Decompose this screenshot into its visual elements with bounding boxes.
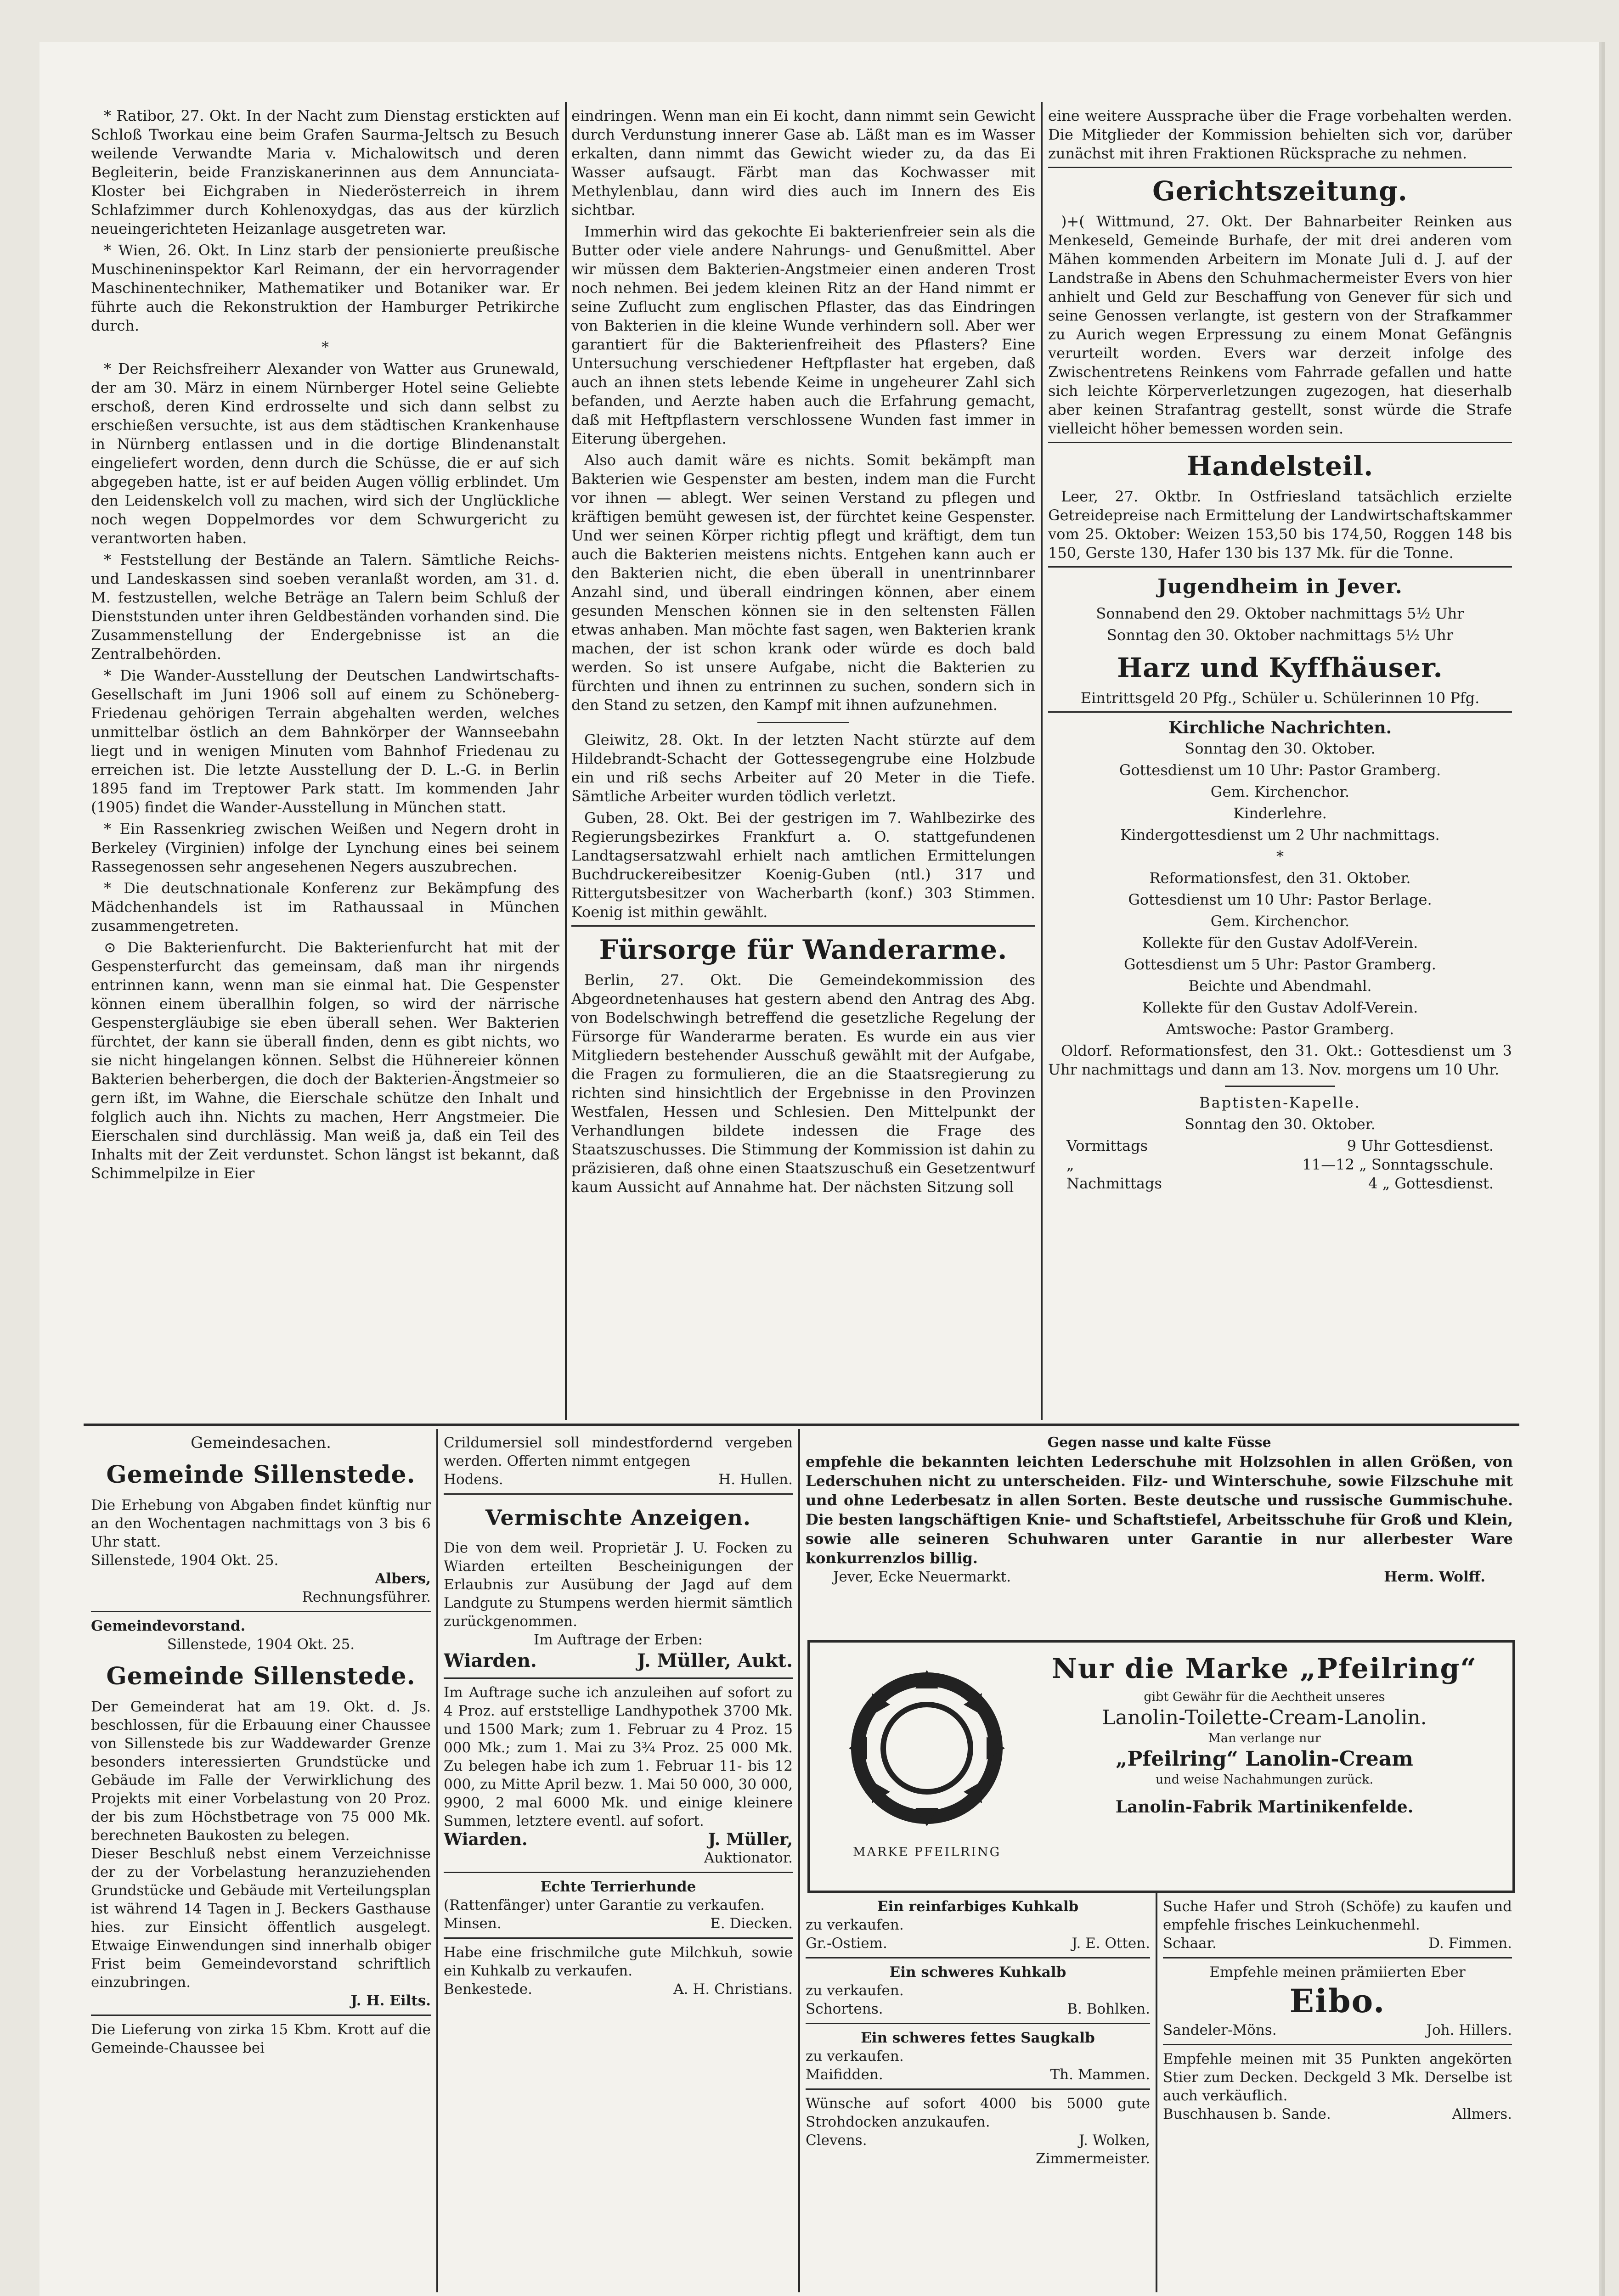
kirche-line: Gem. Kirchenchor. [1210,912,1350,930]
ad-text: Empfehle meinen mit 35 Punkten angekörten Stier zum Decken. Deckgeld 3 Mk. Derselbe ist auch verkäuflich. [1163,2051,1512,2104]
ad-title: Gemeindesachen. [191,1434,331,1452]
kirche-line: Gottesdienst um 5 Uhr: Pastor Gramberg. [1124,956,1436,973]
ad-signature-row [444,1914,793,1933]
ad-eibo-title: Eibo. [1289,1982,1386,2020]
ad-heading: Vermischte Anzeigen. [485,1505,751,1530]
ad-heading: Gemeinde Sillenstede. [106,1662,416,1690]
article-bakterien-cont-3: Also auch damit wäre es nichts. Somit bekämpft man Bakterien wie Gespenster am besten, indem man die Furcht vor ihnen — ablegt. Wer seinen Verstand zu pflegen und kräftigen bemüht gewesen ist, der fürchtet keine Gespenster. Und wer seinen Körper richtig pflegt und kräftigt, dem tun auch die Bakterien meistens nichts. Entgehen kann auch er den Bakterien nicht, die eben überall in unentrinnbarer Anzahl sind, und überall eindringen können, aber einem gesunden Menschen können sie in den seltensten Fällen etwas anhaben. Man möchte fast sagen, wen Bakterien krank machen, der ist schon krank oder würde es doch bald werden. So ist unsere Aufgabe, nicht die Bakterien zu fürchten und ihnen zu entrinnen zu suchen, sondern sich in den Stand zu setzen, den Kampf mit ihnen aufzunehmen. [571,451,1035,714]
ad-signature-row [806,1568,1513,1586]
ad-text: Die von dem weil. Proprietär J. U. Focken zu Wiarden erteilten Bescheinigungen der Erlaubnis zur Ausübung der Jagd auf dem Landgute zu Stumpens werden hiermit sämtlich zurückgenommen. [444,1540,793,1630]
article-leer: Leer, 27. Oktbr. In Ostfriesland tatsächlich erzielte Getreidepreise nach Ermittelung der Landwirtschaftskammer vom 25. Oktober: Weizen 153,50 bis 174,50, Roggen 148 bis 150, Gerste 130, Hafer 130 bis 137 Mk. für die Tonne. [1048,488,1512,562]
ad-signature-row [806,2131,1150,2150]
kirche-line: Amtswoche: Pastor Gramberg. [1166,1020,1394,1038]
time-label: „ [1066,1156,1074,1173]
name: E. Diecken. [710,1915,793,1932]
article-rassenkrieg: * Ein Rassenkrieg zwischen Weißen und Negern droht in Berkeley (Virginien) infolge der Lynchung eines bei seinem Rassegenossen sehr angesehenen Negers auszubrechen. [91,820,559,875]
ad-signature-role: Rechnungsführer. [302,1589,431,1605]
ad-signature-row [806,1934,1150,1953]
jugendheim-title: Harz und Kyffhäuser. [1117,652,1443,683]
kirche-line: Kinderlehre. [1233,805,1327,822]
article-guben: Guben, 28. Okt. Bei der gestrigen im 7. Wahlbezirke des Regierungsbezirkes Frankfurt a. O. stattgefundenen Landtagsersatzwahl erhielt nach amtlichen Ermittelungen Buchdruckereibesitzer Koenig-Guben (ntl.) 317 und Rittergutsbesitzer von Wacherbarth (konf.) 303 Stimmen. Koenig ist mithin gewählt. [571,809,1035,921]
ad-signature-row [444,1470,793,1489]
ad-signature-row [806,2000,1150,2018]
article-wien: * Wien, 26. Okt. In Linz starb der pensionierte preußische Muschineninspektor Karl Reimann, der ein hervorragender Maschinentechniker, Mathematiker und Botaniker war. Er führte auch die Rekonstruktion der Hamburger Petrikirche durch. [91,242,559,334]
place: Hodens. [444,1471,503,1488]
ad-text: zu verkaufen. [806,1982,904,1999]
ad-title: Gegen nasse und kalte Füsse [1047,1435,1271,1451]
article-konferenz: * Die deutschnationale Konferenz zur Bekämpfung des Mädchenhandels ist im Rathaussaal in München zusammengetreten. [91,879,559,934]
kirche-line: Sonntag den 30. Oktober. [1185,740,1376,757]
jugendheim-entry: Eintrittsgeld 20 Pfg., Schüler u. Schülerinnen 10 Pfg. [1080,689,1480,707]
ads-column-b [444,1434,793,2296]
time-label: Vormittags [1066,1137,1148,1154]
divider [806,1957,1150,1958]
ads-column-d [1163,1897,1512,2292]
section-heading-gericht: Gerichtszeitung. [1152,175,1408,207]
place: Benkestede. [444,1981,532,1998]
jugendheim-line-2: Sonntag den 30. Oktober nachmittags 5½ Uhr [1107,626,1453,644]
ad-signature-row [444,1980,793,1998]
place: Gr.-Ostiem. [806,1935,887,1952]
place: Minsen. [444,1915,502,1932]
kirche-line: Gottesdienst um 10 Uhr: Pastor Berlage. [1128,891,1432,908]
column-1 [91,107,559,1420]
ad-signature-row [1163,2021,1512,2039]
jugendheim-heading: Jugendheim in Jever. [1157,575,1403,598]
ad-text: Die Erhebung von Abgaben findet künftig nur an den Wochentagen nachmittags von 3 bis 6 Uhr statt. [91,1497,431,1550]
article-wittmund: )+( Wittmund, 27. Okt. Der Bahnarbeiter Reinken aus Menkeseld, Gemeinde Burhafe, der mit drei anderen vom Mähen kommenden Arbeitern im Monate Juli d. J. auf der Landstraße in Abens den Schuhmachermeister Evers von hier anhielt und Geld zur Beschaffung von Genever für sich und seine Genossen verlangte, ist gestern von der Strafkammer zu Aurich wegen Erpressung zu einem Monat Gefängnis verurteilt worden. Evers war derzeit infolge des Zwischentretens Reinkens vom Fahrrade gefallen und hatte sich leichte Körperverletzungen zugezogen, hat dieserhalb aber keinen Strafantrag gestellt, sonst würde die Strafe vielleicht höher bemessen worden sein. [1048,213,1512,437]
name: Th. Mammen. [1050,2066,1150,2083]
name: D. Fimmen. [1428,1935,1512,1952]
kirche-line: Kindergottesdienst um 2 Uhr nachmittags. [1120,826,1440,844]
article-wander-ausstellung: * Die Wander-Ausstellung der Deutschen Landwirtschafts-Gesellschaft im Juni 1906 soll auf einem zu Schöneberg-Friedenau gehörigen Terrain abgehalten werden, welches unmittelbar östlich an dem Bahnkörper der Wannseebahn liegt und in wenigen Minuten vom Bahnhof Friedenau zu erreichen ist. Die letzte Ausstellung der D. L.-G. in Berlin 1895 fand im Treptower Park statt. Im kommenden Jahr (1905) findet die Wander-Ausstellung in München statt. [91,667,559,816]
column-divider-2 [1041,102,1043,1420]
baptisten-row [1048,1174,1512,1193]
article-bakterien-cont: eindringen. Wenn man ein Ei kocht, dann nimmt sein Gewicht durch Verdunstung innerer Gase ab. Läßt man es im Wasser erkalten, dann nimmt das Gewicht wieder zu, da das Ei Wasser aufsaugt. Färbt man das Kochwasser mit Methylenblau, dann wird dies auch im Innern des Eis sichtbar. [571,107,1035,219]
ad-date: Sillenstede, 1904 Okt. 25. [167,1636,355,1653]
ad-title: Ein schweres fettes Saugkalb [861,2030,1095,2046]
divider [444,1677,793,1679]
ads-divider [84,1424,1519,1426]
place: Schaar. [1163,1935,1217,1952]
name: J. Müller, [708,1830,793,1849]
pfeilring-name: „Pfeilring“ Lanolin-Cream [1116,1747,1413,1771]
ad-text: Crildumersiel soll mindestfordernd vergeben werden. Offerten nimmt entgegen [444,1435,793,1469]
divider [1225,1086,1335,1087]
place: Maifidden. [806,2066,883,2083]
ad-signature-row [1163,1934,1512,1953]
pfeilring-line: und weise Nachahmungen zurück. [1155,1773,1374,1787]
ad-signature: J. H. Eilts. [350,1992,431,2009]
divider [444,1872,793,1873]
divider [1163,1957,1512,1958]
ad-date: Sillenstede, 1904 Okt. 25. [91,1552,279,1569]
ad-wolff [806,1434,1513,1636]
ad-signature-role: Auktionator. [704,1850,793,1866]
pfeilring-company: Lanolin-Fabrik Martinikenfelde. [1115,1797,1414,1817]
name: J. E. Otten. [1072,1935,1150,1952]
pfeilring-line: gibt Gewähr für die Aechtheit unseres [1144,1690,1385,1704]
kirche-line: Reformationsfest, den 31. Oktober. [1149,869,1411,887]
ad-text: Im Auftrage suche ich anzuleihen auf sofort zu 4 Proz. auf erststellige Landhypothek 3700 Mk. und 1500 Mark; zum 1. Februar zu 4 Proz. 15 000 Mk.; zum 1. Mai zu 3¾ Proz. 25 000 Mk. Zu belegen habe ich zum 1. Februar 11- bis 12 000, zu Mitte April bezw. 1. Mai 50 000, 30 000, 9900, 2 mal 6000 Mk. und einige kleinere Summen, letztere eventl. auf sofort. [444,1684,793,1829]
baptisten-heading: Baptisten-Kapelle. [1199,1094,1361,1111]
divider [444,1493,793,1495]
ad-heading: Gemeinde Sillenstede. [106,1461,416,1489]
name: J. Wolken, [1078,2132,1150,2149]
column-divider-1 [565,102,567,1420]
place: Sandeler-Möns. [1163,2022,1277,2038]
ads-column-c [806,1897,1150,2292]
divider [571,925,1035,927]
ad-text: Dieser Beschluß nebst einem Verzeichnisse der zu der Vorbelastung heranzuziehenden Grundstücke und Gebäude mit Verteilungsplan ist während 14 Tagen in J. Beckers Gasthause hies. zur Einsicht öffentlich ausgelegt. Etwaige Einwendungen sind innerhalb obiger Frist beim Gemeindevorstand schriftlich einzubringen. [91,1846,431,1991]
divider [1048,711,1512,713]
ad-title: Echte Terrierhunde [540,1879,696,1895]
divider [1048,167,1512,168]
baptisten-row [1048,1155,1512,1174]
column-2 [571,107,1035,1420]
place: Clevens. [806,2132,867,2149]
divider [806,2088,1150,2090]
article-gleiwitz: Gleiwitz, 28. Okt. In der letzten Nacht stürzte auf dem Hildebrandt-Schacht der Gottessegengrube eine Holzbude ein und riß sechs Arbeiter auf 20 Meter in die Tiefe. Sämtliche Arbeiter wurden tödlich verletzt. [571,731,1035,805]
ad-signature-role: Zimmermeister. [1035,2150,1150,2167]
article-bakterien-cont-2: Immerhin wird das gekochte Ei bakterienfreier sein als die Butter oder viele andere Nahrungs- und Genußmittel. Aber wir müssen dem Bakterien-Angstmeier einen anderen Trost noch nehmen. Bei jedem kleinen Ritz an der Hand nimmt er seine Zuflucht zum englischen Pflaster, das das Eindringen von Bakterien in die kleine Wunde verhindern soll. Aber wer garantiert für die Bakterienfreiheit des Pflasters? Eine Untersuchung verschiedener Heftpflaster hat ergeben, daß auch an ihnen stets lebende Keime in ungeheurer Zahl sich befanden, und Aerzte haben auch die Erfahrung gemacht, daß mit Heftpflastern verschlossene Wunden fast immer in Eiterung übergehen. [571,223,1035,447]
name: H. Hullen. [718,1471,793,1488]
ads-divider-a [436,1429,438,2292]
pfeilring-logo [828,1661,1026,1872]
ad-signature-row [806,2065,1150,2084]
place: Schortens. [806,2001,883,2017]
ad-signature-row [444,1830,793,1849]
ad-title: Ein schweres Kuhkalb [889,1964,1066,1981]
divider [444,1937,793,1939]
pfeilring-ring-icon [828,1661,1026,1858]
ad-pfeilring [807,1640,1515,1893]
service-label: 9 Uhr Gottesdienst. [1347,1137,1494,1154]
ads-divider-c [1156,1893,1157,2292]
kirche-line: Kollekte für den Gustav Adolf-Verein. [1142,999,1418,1016]
article-berlin: Berlin, 27. Okt. Die Gemeindekommission des Abgeordnetenhauses hat gestern abend den Antrag des Abg. von Bodelschwingh betreffend die gesetzliche Regelung der Fürsorge für Wanderarme beraten. Es wurde ein aus vier Mitgliedern bestehender Ausschuß gewählt mit der Aufgabe, die Fragen zu formulieren, die an die Staatsregierung zu richten sind hinsichtlich der Ergebnisse in den Provinzen Westfalen, Hessen und Schlesien. Den Mittelpunkt der Verhandlungen bildete indessen die Frage des Staatszuschusses. Die Stimmung der Kommission ist dahin zu präzisieren, daß ohne einen Staatszuschuß ein Gesetzentwurf kaum Aussicht auf Annahme hat. Der nächsten Sitzung soll [571,971,1035,1196]
ad-text: Habe eine frischmilche gute Milchkuh, sowie ein Kuhkalb zu verkaufen. [444,1944,793,1979]
kirche-oldorf: Oldorf. Reformationsfest, den 31. Okt.: Gottesdienst um 3 Uhr nachmittags und dann am 13. Nov. morgens um 10 Uhr. [1048,1042,1512,1078]
separator-star: * [322,338,329,356]
pfeilring-line: Man verlange nur [1208,1731,1321,1745]
section-heading-handel: Handelsteil. [1186,450,1374,482]
divider [1048,566,1512,568]
ad-text: Suche Hafer und Stroh (Schöfe) zu kaufen und empfehle frisches Leinkuchenmehl. [1163,1898,1512,1933]
divider [1048,442,1512,443]
ad-title: Gemeindevorstand. [91,1618,246,1634]
pfeilring-product: Lanolin-Toilette-Cream-Lanolin. [1102,1706,1427,1729]
ad-text: Empfehle meinen prämiierten Eber [1209,1964,1466,1981]
name: Herm. Wolff. [1384,1569,1485,1585]
ad-text: empfehle die bekannten leichten Lederschuhe mit Holzsohlen in allen Größen, von Lederschuhen nicht zu unterscheiden. Filz- und Winterschuhe, sowie Filzschuhe mit und ohne Lederbesatz in allen Sorten. Beste deutsche und russische Gummischuhe. Die besten langschäftigen Knie- und Schaftstiefel, Arbeitsschuhe für Groß und Klein, sowie alle seineren Schuhwaren unter Garantie in nur allerbester Ware konkurrenzlos billig. [806,1453,1513,1567]
article-ratibor: * Ratibor, 27. Okt. In der Nacht zum Dienstag erstickten auf Schloß Tworkau eine beim Grafen Saurma-Jeltsch zu Besuch weilende Verwandte Maria v. Michalowitsch und deren Begleiterin, beide Franziskanerinnen aus dem Annunciata-Kloster bei Eichgraben in Niederösterreich in ihrem Schlafzimmer durch Kohlenoxydgas, das aus der kürzlich neueingerichteten Heizanlage ausgetreten war. [91,107,559,237]
kirche-line: Gottesdienst um 10 Uhr: Pastor Gramberg. [1119,761,1441,779]
section-heading: Fürsorge für Wanderarme. [599,934,1008,965]
ad-signature-row [1163,2105,1512,2123]
place: Wiarden. [444,1650,537,1671]
ad-text: Im Auftrage der Erben: [533,1632,703,1648]
service-label: 4 „ Gottesdienst. [1368,1175,1494,1192]
name: Joh. Hillers. [1426,2022,1512,2038]
pfeilring-headline: Nur die Marke „Pfeilring“ [1051,1653,1477,1685]
logo-caption: MARKE PFEILRING [852,1845,1001,1859]
ad-title: Ein reinfarbiges Kuhkalb [877,1898,1079,1915]
name: A. H. Christians. [673,1981,793,1998]
baptisten-line: Sonntag den 30. Oktober. [1185,1115,1376,1133]
pfeilring-text [1030,1652,1499,1820]
name: J. Müller, Aukt. [637,1650,793,1671]
kirche-heading: Kirchliche Nachrichten. [1168,718,1392,737]
kirche-line: Gem. Kirchenchor. [1210,783,1350,800]
ad-text: (Rattenfänger) unter Garantie zu verkaufen. [444,1897,765,1913]
article-bakterienfurcht: ⊙ Die Bakterienfurcht. Die Bakterienfurcht hat mit der Gespensterfurcht das gemeinsam, daß man ihr nirgends entrinnen kann, wenn man sie einmal hat. Die Gespenster können einem überallhin folgen, so wird der närrische Gespenstergläubige sie eben überall sehen. Wer Bakterien fürchtet, der kann sie überall finden, denn es gibt nichts, wo sie nicht hingelangen können. Selbst die Hühnereier können Bakterien beherbergen, die doch der Bakterien-Ängstmeier so gern ißt, im Wahne, die Eierschale schütze den Inhalt und folglich auch ihn. Nichts zu machen, Herr Angstmeier. Die Eierschalen sind durchlässig. Man weiß ja, daß ein Teil des Inhalts mit der Zeit verdunstet. Schon längst ist bekannt, daß Schimmelpilze in Eier [91,939,559,1182]
baptisten-row [1048,1137,1512,1155]
ad-text: Wünsche auf sofort 4000 bis 5000 gute Strohdocken anzukaufen. [806,2095,1150,2130]
article-berlin-cont: eine weitere Aussprache über die Frage vorbehalten werden. Die Mitglieder der Kommission behielten sich vor, darüber zunächst mit ihren Fraktionen Rücksprache zu nehmen. [1048,107,1512,162]
name: Allmers. [1452,2106,1512,2122]
kirche-line: Kollekte für den Gustav Adolf-Verein. [1142,934,1418,951]
ad-text: Der Gemeinderat hat am 19. Okt. d. Js. beschlossen, für die Erbauung einer Chaussee von Sillenstede bis zur Waddewarder Grenze besonders interessierten Grundstücke und Gebäude im Falle der Verwirklichung des Projekts mit einer Vorbelastung von 20 Proz. der bis zum Höchstbetrage von 75 000 Mk. berechneten Baukosten zu belegen. [91,1699,431,1844]
divider [91,2015,431,2016]
ad-text: Die Lieferung von zirka 15 Kbm. Krott auf die Gemeinde-Chaussee bei [91,2021,431,2056]
ads-column-a [91,1434,431,2296]
jugendheim-line-1: Sonnabend den 29. Oktober nachmittags 5½ Uhr [1096,605,1464,622]
ad-signature: Albers, [375,1570,431,1587]
ad-text: zu verkaufen. [806,2048,904,2065]
name: B. Bohlken. [1067,2001,1150,2017]
time-label: Nachmittags [1066,1175,1162,1192]
divider [91,1611,431,1612]
article-watter: * Der Reichsfreiherr Alexander von Watter aus Grunewald, der am 30. März in einem Nürnberger Hotel seine Geliebte erschoß, deren Kind erdrosselte und sich dann selbst zu erschießen versuchte, ist aus dem städtischen Krankenhause in Nürnberg entlassen und in die dortige Blindenanstalt eingeliefert worden, denn durch die Schüsse, die er auf sich abgegeben hatte, ist er auf beiden Augen völlig erblindet. Um den Leidenskelch voll zu machen, wird sich der Unglückliche noch wegen Doppelmordes vor dem Schwurgericht zu verantworten haben. [91,360,559,547]
kirche-line: Beichte und Abendmahl. [1188,977,1372,995]
article-taler: * Feststellung der Bestände an Talern. Sämtliche Reichs- und Landeskassen sind soeben veranlaßt worden, am 31. d. M. festzustellen, welche Beträge an Talern beim Schluß der Dienststunden unter ihren Geldbeständen vorhanden sind. Die Zusammenstellung der Endergebnisse ist an die Zentralbehörden. [91,551,559,663]
newspaper-page [39,42,1599,2296]
divider [806,2023,1150,2024]
ads-divider-b [798,1429,800,2292]
ad-signature-row [444,1649,793,1673]
place: Jever, Ecke Neuermarkt. [833,1569,1011,1585]
ad-text: zu verkaufen. [806,1917,904,1933]
divider [1163,2044,1512,2045]
column-3 [1048,107,1512,1420]
place: Wiarden. [444,1830,528,1849]
service-label: 11—12 „ Sonntagsschule. [1302,1156,1494,1173]
place: Buschhausen b. Sande. [1163,2106,1331,2122]
divider [757,722,849,723]
kirche-star: * [1276,848,1284,865]
